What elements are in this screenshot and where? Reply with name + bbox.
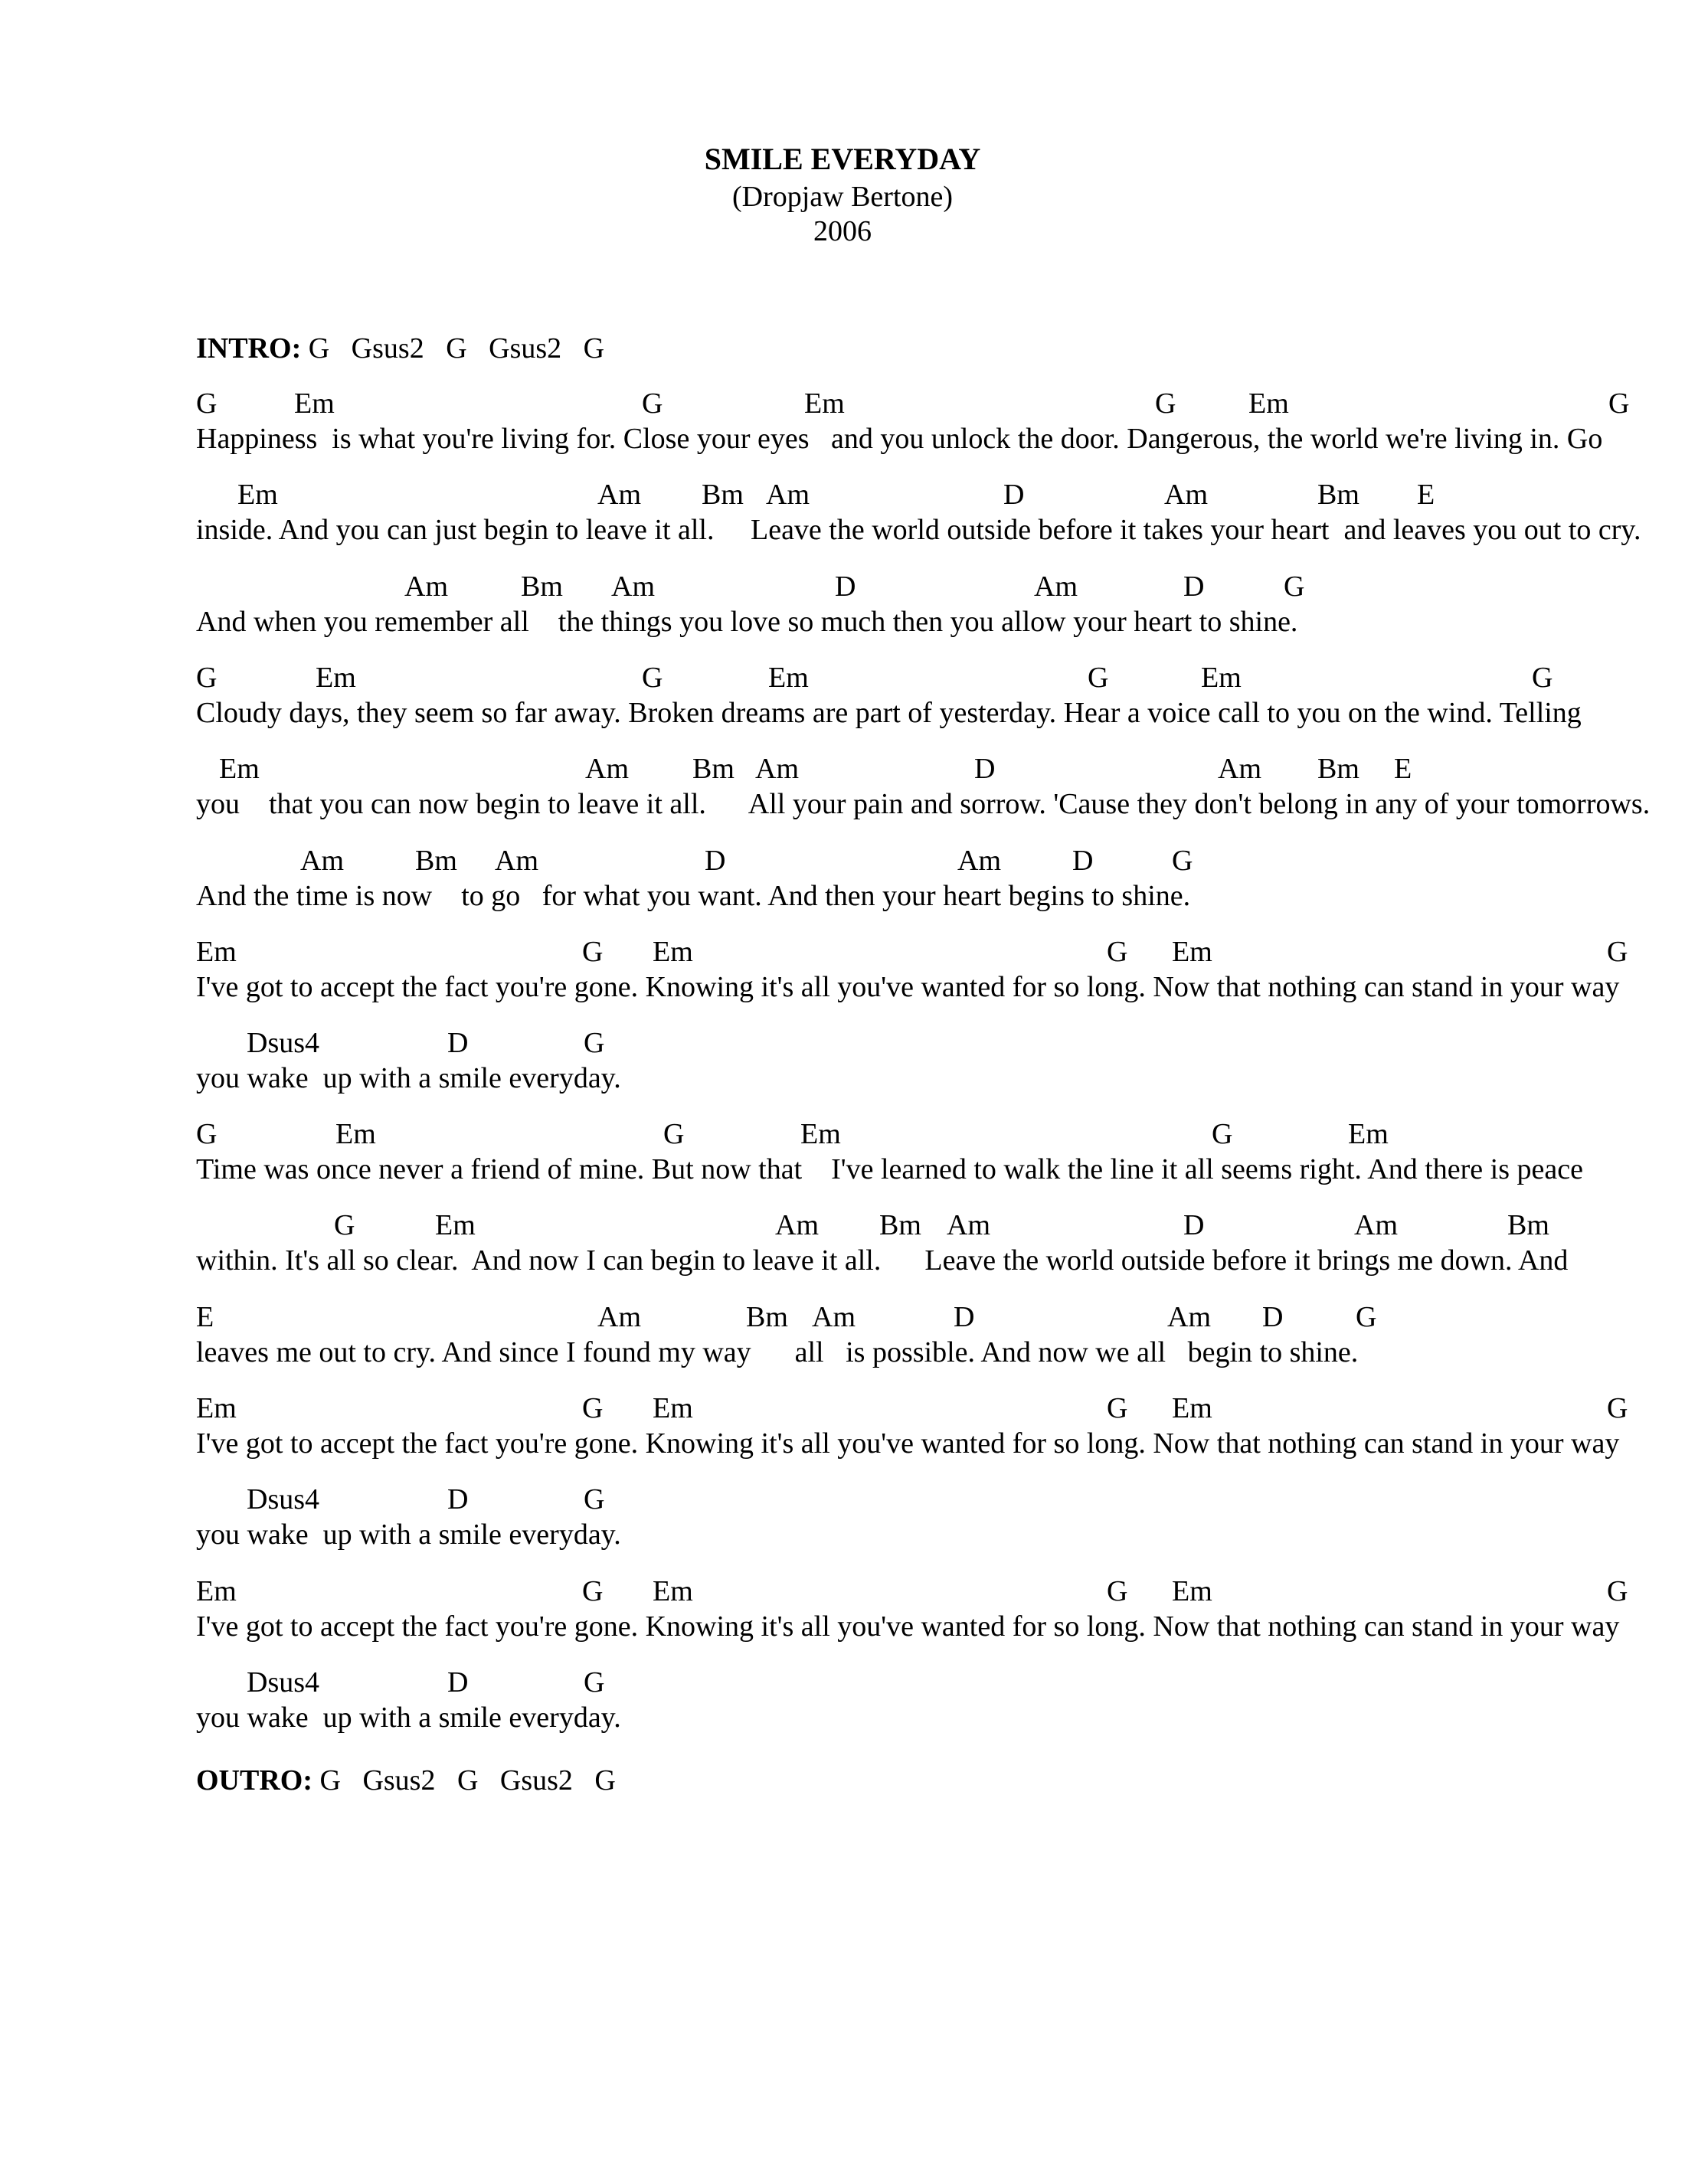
- chord-label: Am: [597, 1301, 641, 1333]
- chord-label: Bm: [521, 571, 563, 603]
- chord-label: G: [584, 1027, 605, 1059]
- song-title: SMILE EVERYDAY: [704, 142, 981, 176]
- lyric-line: Cloudy days, they seem so far away. Broken dreams are part of yesterday. Hear a voice call to you on the wind. Telling: [196, 697, 1582, 729]
- chord-label: Bm: [1317, 479, 1359, 511]
- chord-label: Bm: [415, 845, 457, 877]
- chord-label: E: [1394, 753, 1412, 785]
- chord-label: Em: [653, 936, 693, 968]
- chord-label: G: [1107, 936, 1128, 968]
- chord-label: G: [1172, 845, 1193, 877]
- lyric-line: And when you remember all the things you love so much then you allow your heart to shine.: [196, 606, 1298, 638]
- chord-label: D: [1183, 571, 1205, 603]
- chord-label: Dsus4: [247, 1027, 320, 1059]
- chord-label: G: [1212, 1118, 1233, 1150]
- chord-label: Dsus4: [247, 1666, 320, 1698]
- chord-label: D: [705, 845, 726, 877]
- chord-label: Am: [755, 753, 799, 785]
- chord-label: D: [447, 1666, 469, 1698]
- chord-label: Am: [611, 571, 655, 603]
- chord-label: G: [642, 662, 663, 694]
- chord-label: G: [1107, 1392, 1128, 1424]
- chord-label: Em: [1348, 1118, 1389, 1150]
- chord-label: Em: [653, 1575, 693, 1607]
- chord-label: D: [954, 1301, 975, 1333]
- song-artist: (Dropjaw Bertone): [731, 181, 954, 213]
- chord-label: Em: [1201, 662, 1242, 694]
- chord-label: E: [196, 1301, 214, 1333]
- chord-label: Em: [1248, 387, 1289, 420]
- outro-chords: G Gsus2 G Gsus2 G: [319, 1764, 616, 1797]
- chord-label: D: [1183, 1209, 1205, 1241]
- chord-label: G: [1088, 662, 1109, 694]
- chord-label: Em: [768, 662, 809, 694]
- chord-label: Am: [495, 845, 538, 877]
- chord-label: Em: [294, 387, 335, 420]
- chord-label: Am: [1164, 479, 1208, 511]
- lyric-line: Happiness is what you're living for. Close your eyes and you unlock the door. Dangerous, the world we're living in. Go: [196, 423, 1603, 455]
- chord-label: D: [447, 1483, 469, 1515]
- chord-label: Bm: [1317, 753, 1359, 785]
- chord-label: Em: [435, 1209, 476, 1241]
- chord-label: Am: [1034, 571, 1078, 603]
- chord-label: D: [1003, 479, 1025, 511]
- chord-label: Am: [404, 571, 448, 603]
- chord-label: G: [1608, 387, 1630, 420]
- song-year: 2006: [813, 215, 872, 247]
- chord-label: G: [582, 936, 604, 968]
- chord-label: G: [1607, 1392, 1628, 1424]
- chord-label: Em: [237, 479, 278, 511]
- chord-label: G: [1155, 387, 1176, 420]
- chord-label: Em: [196, 1575, 237, 1607]
- lyric-line: I've got to accept the fact you're gone. Knowing it's all you've wanted for so long. Now that nothing can stand in your way: [196, 971, 1620, 1003]
- chord-label: Em: [1172, 1392, 1212, 1424]
- chord-label: G: [1607, 936, 1628, 968]
- chord-label: G: [1607, 1575, 1628, 1607]
- chord-label: D: [974, 753, 996, 785]
- chord-label: D: [1072, 845, 1094, 877]
- chord-label: Am: [947, 1209, 990, 1241]
- chord-label: G: [584, 1666, 605, 1698]
- chord-label: Am: [300, 845, 344, 877]
- lyric-line: I've got to accept the fact you're gone. Knowing it's all you've wanted for so long. Now that nothing can stand in your way: [196, 1610, 1620, 1643]
- lyric-line: inside. And you can just begin to leave it all. Leave the world outside before it takes your heart and leaves you out to cry.: [196, 514, 1641, 546]
- chord-label: Em: [219, 753, 260, 785]
- chord-label: E: [1417, 479, 1435, 511]
- chord-label: G: [582, 1575, 604, 1607]
- lyric-line: Time was once never a friend of mine. But now that I've learned to walk the line it all seems right. And there is peace: [196, 1153, 1583, 1185]
- chord-label: D: [1262, 1301, 1284, 1333]
- chord-label: Em: [804, 387, 845, 420]
- chord-label: G: [582, 1392, 604, 1424]
- lyric-line: you wake up with a smile everyday.: [196, 1062, 621, 1094]
- chord-label: Bm: [1507, 1209, 1549, 1241]
- chord-label: Am: [597, 479, 641, 511]
- chord-label: Dsus4: [247, 1483, 320, 1515]
- chord-label: Am: [766, 479, 810, 511]
- chord-label: Em: [1172, 1575, 1212, 1607]
- chord-label: G: [196, 1118, 218, 1150]
- chord-label: G: [334, 1209, 355, 1241]
- lyric-line: leaves me out to cry. And since I found my way all is possible. And now we all begin to shine.: [196, 1336, 1359, 1368]
- chord-label: Bm: [879, 1209, 921, 1241]
- chord-label: Am: [812, 1301, 856, 1333]
- chord-label: G: [1107, 1575, 1128, 1607]
- chord-label: Am: [585, 753, 629, 785]
- lyric-line: I've got to accept the fact you're gone. Knowing it's all you've wanted for so long. Now that nothing can stand in your way: [196, 1427, 1620, 1460]
- outro-label: OUTRO:: [196, 1764, 312, 1797]
- chord-label: Bm: [692, 753, 735, 785]
- chord-label: G: [663, 1118, 685, 1150]
- chord-label: G: [1284, 571, 1305, 603]
- chord-label: Am: [957, 845, 1001, 877]
- chord-label: Bm: [702, 479, 744, 511]
- chord-label: Em: [1172, 936, 1212, 968]
- intro-label: INTRO:: [196, 332, 302, 365]
- chord-label: Em: [800, 1118, 841, 1150]
- lyric-line: And the time is now to go for what you want. And then your heart begins to shine.: [196, 880, 1191, 912]
- chord-label: D: [835, 571, 856, 603]
- lyric-line: you wake up with a smile everyday.: [196, 1702, 621, 1734]
- chord-label: G: [584, 1483, 605, 1515]
- chord-label: Em: [316, 662, 356, 694]
- intro-section: [196, 334, 604, 363]
- chord-label: G: [642, 387, 663, 420]
- chord-label: Em: [196, 936, 237, 968]
- chord-label: Am: [1354, 1209, 1398, 1241]
- chord-label: Em: [335, 1118, 376, 1150]
- chord-label: Em: [196, 1392, 237, 1424]
- lyric-line: you wake up with a smile everyday.: [196, 1519, 621, 1551]
- chord-label: D: [447, 1027, 469, 1059]
- lyric-line: within. It's all so clear. And now I can begin to leave it all. Leave the world outside before it brings me down. And: [196, 1244, 1569, 1277]
- chord-label: G: [196, 662, 218, 694]
- chord-label: Am: [775, 1209, 819, 1241]
- chord-label: Am: [1218, 753, 1261, 785]
- chord-label: G: [1532, 662, 1553, 694]
- lyric-line: you that you can now begin to leave it all. All your pain and sorrow. 'Cause they don't belong in any of your tomorrows.: [196, 788, 1651, 820]
- chord-label: Em: [653, 1392, 693, 1424]
- chord-label: Bm: [746, 1301, 788, 1333]
- outro-section: [196, 1766, 616, 1795]
- chord-label: G: [196, 387, 218, 420]
- chord-label: G: [1356, 1301, 1377, 1333]
- chord-label: Am: [1167, 1301, 1211, 1333]
- intro-chords: G Gsus2 G Gsus2 G: [308, 332, 605, 365]
